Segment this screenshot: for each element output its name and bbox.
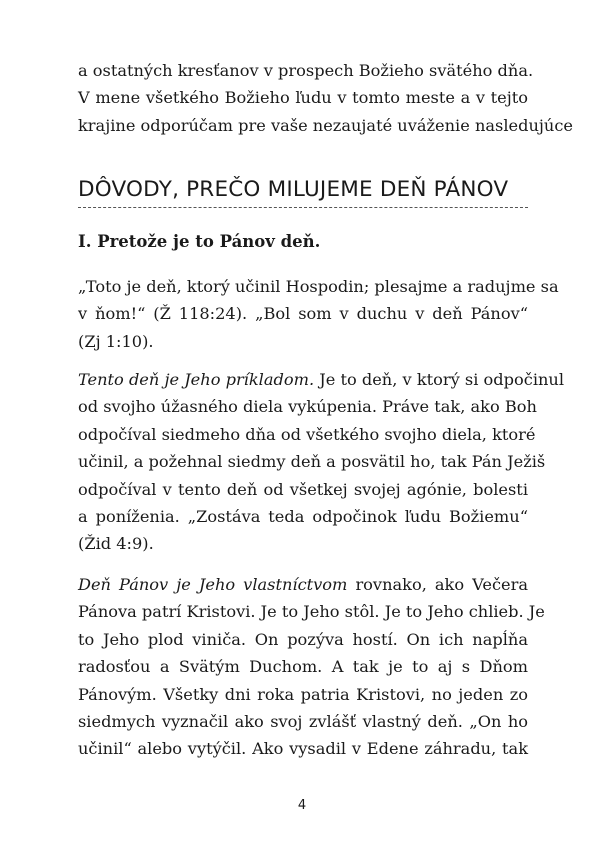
- paragraph-1: [78, 273, 559, 355]
- paragraph-2: [78, 366, 565, 558]
- text-line: odpočíval siedmeho dňa od všetkého svojho diela, ktoré: [78, 424, 536, 444]
- text-line: (Žid 4:9).: [78, 534, 154, 554]
- text-line: Pánovým. Všetky dni roka patria Kristovi, no jeden zo: [78, 684, 528, 704]
- text-line: (Zj 1:10).: [78, 331, 154, 351]
- text-line: [78, 366, 565, 393]
- text-line: radosťou a Svätým Duchom. A tak je to aj s Dňom: [78, 657, 528, 677]
- text-line: od svojho úžasného diela vykúpenia. Práve tak, ako Boh: [78, 397, 537, 417]
- text-line: Pánova patrí Kristovi. Je to Jeho stôl. Je to Jeho chlieb. Je: [78, 602, 545, 622]
- text-line: [78, 571, 528, 598]
- text-line: V mene všetkého Božieho ľudu v tomto meste a v tejto: [78, 88, 528, 108]
- text-line: to Jeho plod viniča. On pozýva hostí. On ich napĺňa: [78, 629, 528, 649]
- text-line: siedmych vyznačil ako svoj zvlášť vlastný deň. „On ho: [78, 712, 528, 732]
- page-number: 4: [297, 798, 307, 813]
- text-line: odpočíval v tento deň od všetkej svojej agónie, bolesti: [78, 479, 528, 499]
- lead-rest: Je to deň, v ktorý si odpočinul: [314, 370, 565, 389]
- text-line: učinil“ alebo vytýčil. Ako vysadil v Edene záhradu, tak: [78, 739, 528, 759]
- text-line: učinil, a požehnal siedmy deň a posvätil ho, tak Pán Ježiš: [78, 452, 546, 472]
- document-page: [78, 0, 573, 855]
- intro-paragraph: [78, 57, 573, 139]
- text-line: krajine odporúčam pre vaše nezaujaté uváženie nasledujúce: [78, 115, 573, 135]
- text-line: a ostatných kresťanov v prospech Božieho svätého dňa.: [78, 61, 534, 80]
- text-line: a poníženia. „Zostáva teda odpočinok ľudu Božiemu“: [78, 507, 528, 527]
- section-subheading: I. Pretože je to Pánov deň.: [78, 232, 321, 251]
- italic-lead: Deň Pánov je Jeho vlastníctvom: [78, 575, 348, 594]
- italic-lead: Tento deň je Jeho príkladom.: [78, 370, 315, 389]
- paragraph-3: [78, 571, 545, 763]
- text-line: „Toto je deň, ktorý učinil Hospodin; plesajme a radujme sa: [78, 277, 559, 296]
- lead-rest: rovnako, ako Večera: [347, 575, 528, 594]
- text-line: v ňom!“ (Ž 118:24). „Bol som v duchu v deň Pánov“: [78, 304, 528, 324]
- section-heading: DÔVODY, PREČO MILUJEME DEŇ PÁNOV: [78, 175, 528, 208]
